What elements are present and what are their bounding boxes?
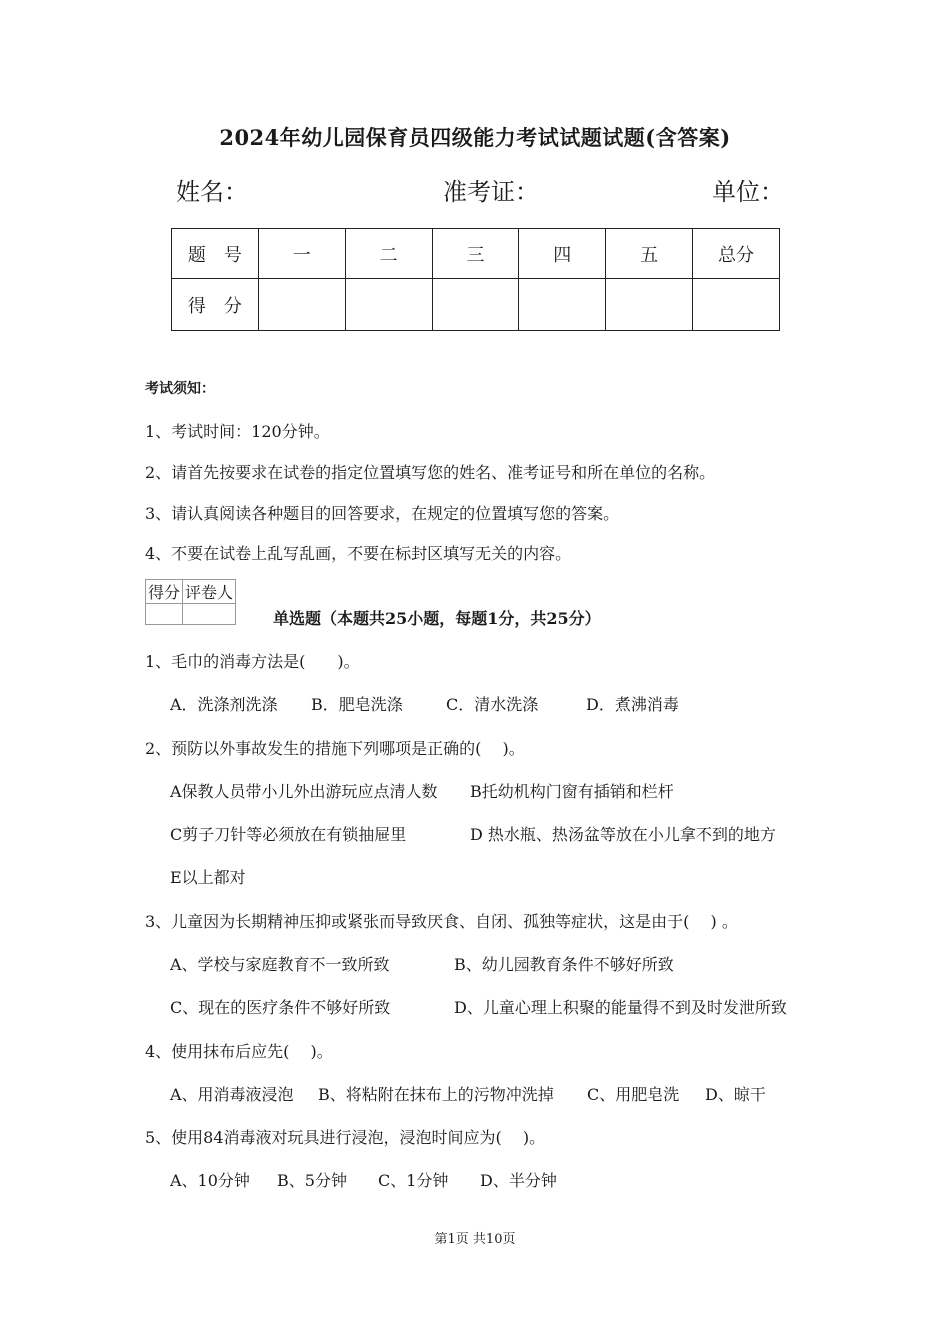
- score-table-cell: 题 号: [172, 229, 259, 279]
- page-footer: 第1页 共10页: [434, 1232, 516, 1247]
- notice-item: 4、不要在试卷上乱写乱画，不要在标封区填写无关的内容。: [145, 544, 572, 563]
- option: A．洗涤剂洗涤: [170, 695, 278, 714]
- score-entry-cell[interactable]: [432, 279, 519, 331]
- option: C、1分钟: [378, 1171, 449, 1190]
- option: B．肥皂洗涤: [311, 695, 403, 714]
- name-label: 姓名：: [176, 178, 248, 206]
- option: B托幼机构门窗有插销和栏杆: [470, 782, 674, 801]
- option: D 热水瓶、热汤盆等放在小儿拿不到的地方: [470, 825, 776, 844]
- question-text: 4、使用抹布后应先( )。: [145, 1042, 333, 1061]
- option: D．煮沸消毒: [586, 695, 679, 714]
- score-table-cell: 三: [432, 229, 519, 279]
- score-table-cell: 得 分: [172, 279, 259, 331]
- unit-label: 单位：: [712, 178, 784, 206]
- score-table-cell: 二: [345, 229, 432, 279]
- option: C、用肥皂洗: [587, 1085, 680, 1104]
- score-entry-cell[interactable]: [606, 279, 693, 331]
- score-entry-cell[interactable]: [258, 279, 345, 331]
- option: C剪子刀针等必须放在有锁抽屉里: [170, 825, 407, 844]
- option: D、晾干: [705, 1085, 766, 1104]
- question-text: 2、预防以外事故发生的措施下列哪项是正确的( )。: [145, 739, 525, 758]
- grader-box: [145, 579, 236, 625]
- option: B、幼儿园教育条件不够好所致: [454, 955, 674, 974]
- score-entry-cell[interactable]: [345, 279, 432, 331]
- score-table-cell: 一: [258, 229, 345, 279]
- score-table-score-row: [172, 279, 780, 331]
- option: A、用消毒液浸泡: [170, 1085, 294, 1104]
- option: A保教人员带小儿外出游玩应点清人数: [170, 782, 438, 801]
- score-entry-cell[interactable]: [519, 279, 606, 331]
- grader-score-cell[interactable]: [146, 604, 183, 625]
- option: E以上都对: [170, 868, 246, 887]
- notice-heading: 考试须知：: [145, 381, 215, 397]
- page-title: 2024年幼儿园保育员四级能力考试试题试题(含答案): [219, 125, 731, 150]
- option: D、儿童心理上积聚的能量得不到及时发泄所致: [454, 998, 787, 1017]
- question-text: 1、毛巾的消毒方法是( )。: [145, 652, 360, 671]
- question-text: 5、使用84消毒液对玩具进行浸泡，浸泡时间应为( )。: [145, 1128, 546, 1147]
- question-text: 3、儿童因为长期精神压抑或紧张而导致厌食、自闭、孤独等症状，这是由于( ) 。: [145, 912, 738, 931]
- notice-item: 3、请认真阅读各种题目的回答要求，在规定的位置填写您的答案。: [145, 504, 620, 523]
- option: B、5分钟: [277, 1171, 347, 1190]
- notice-item: 1、考试时间：120分钟。: [145, 422, 330, 441]
- option: B、将粘附在抹布上的污物冲洗掉: [318, 1085, 554, 1104]
- option: C、现在的医疗条件不够好所致: [170, 998, 391, 1017]
- grader-name-cell[interactable]: [183, 604, 236, 625]
- exam-id-label: 准考证：: [443, 178, 539, 206]
- option: A、10分钟: [170, 1171, 250, 1190]
- option: D、半分钟: [480, 1171, 557, 1190]
- option: C．清水洗涤: [446, 695, 539, 714]
- option: A、学校与家庭教育不一致所致: [170, 955, 390, 974]
- grader-name-label: 评卷人: [183, 580, 236, 604]
- notice-item: 2、请首先按要求在试卷的指定位置填写您的姓名、准考证号和所在单位的名称。: [145, 463, 716, 482]
- section-title: 单选题（本题共25小题，每题1分，共25分）: [273, 609, 601, 628]
- grader-score-label: 得分: [146, 580, 183, 604]
- score-entry-cell[interactable]: [693, 279, 780, 331]
- score-table: [171, 228, 780, 331]
- score-table-cell: 总分: [693, 229, 780, 279]
- score-table-cell: 五: [606, 229, 693, 279]
- score-table-header-row: [172, 229, 780, 279]
- score-table-cell: 四: [519, 229, 606, 279]
